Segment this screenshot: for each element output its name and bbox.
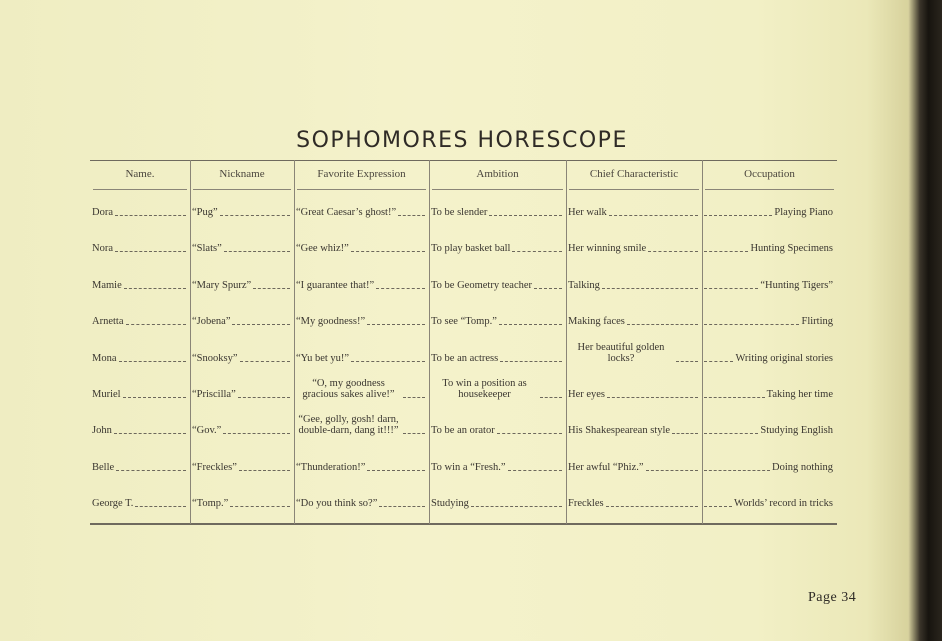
- cell-ambition: [431, 316, 562, 327]
- cell-expression: [296, 353, 425, 364]
- cell-text: Dora: [92, 207, 113, 218]
- cell-expression: [296, 403, 425, 436]
- cell-name: [92, 389, 186, 400]
- column-divider: [429, 160, 430, 524]
- leader-dots: [648, 250, 698, 252]
- leader-dots: [367, 323, 425, 325]
- cell-name: [92, 462, 186, 473]
- table-bottom-rule: [90, 523, 837, 525]
- cell-ambition: [431, 498, 562, 509]
- cell-occupation: [704, 425, 833, 436]
- cell-text: Doing nothing: [772, 461, 833, 473]
- cell-ambition: [431, 243, 562, 254]
- cell-expression: [296, 207, 425, 218]
- column-header-expression: Favorite Expression: [317, 168, 406, 180]
- cell-ambition: [431, 425, 562, 436]
- leader-dots: [606, 505, 698, 507]
- cell-text: George T.: [92, 498, 134, 510]
- leader-dots: [238, 396, 290, 398]
- cell-text: To win a “Fresh.”: [431, 461, 506, 473]
- cell-text: Her winning smile: [568, 243, 647, 255]
- cell-text: Making faces: [568, 316, 625, 328]
- cell-expression: [296, 462, 425, 473]
- cell-occupation: [704, 389, 833, 400]
- cell-expression: [296, 280, 425, 291]
- leader-dots: [379, 505, 425, 507]
- leader-dots: [240, 360, 291, 362]
- cell-ambition: [431, 378, 562, 400]
- cell-text: Writing original stories: [735, 352, 833, 364]
- cell-expression: [296, 498, 425, 509]
- cell-name: [92, 243, 186, 254]
- leader-dots: [135, 505, 186, 507]
- horoscope-table: [90, 160, 837, 524]
- cell-nickname: [192, 498, 290, 509]
- leader-dots: [351, 360, 425, 362]
- cell-ambition: [431, 280, 562, 291]
- leader-dots: [114, 432, 186, 434]
- leader-dots: [126, 323, 187, 325]
- page-title: SOPHOMORES HORESCOPE: [296, 128, 628, 153]
- leader-dots: [512, 250, 562, 252]
- cell-text: Her awful “Phiz.”: [568, 461, 644, 473]
- cell-ambition: [431, 353, 562, 364]
- cell-nickname: [192, 353, 290, 364]
- cell-text: “Gee, golly, gosh! darn, double-darn, dang it!!!”: [298, 414, 399, 437]
- cell-text: Nora: [92, 243, 113, 255]
- leader-dots: [253, 287, 290, 289]
- cell-text: “Tomp.”: [192, 498, 229, 510]
- leader-dots: [704, 323, 799, 325]
- cell-text: To be Geometry teacher: [431, 279, 533, 291]
- cell-text: To be slender: [431, 207, 488, 218]
- cell-occupation: [704, 243, 833, 254]
- leader-dots: [602, 287, 698, 289]
- cell-characteristic: [568, 243, 698, 254]
- cell-characteristic: [568, 498, 698, 509]
- leader-dots: [704, 287, 758, 289]
- cell-text: “Mary Spurz”: [192, 279, 252, 291]
- column-divider: [190, 160, 191, 524]
- cell-text: “Pug”: [192, 207, 218, 218]
- leader-dots: [704, 360, 733, 362]
- book-spine-shadow: [908, 0, 942, 641]
- leader-dots: [230, 505, 290, 507]
- cell-characteristic: [568, 342, 698, 364]
- leader-dots: [676, 360, 698, 362]
- cell-text: “Slats”: [192, 243, 222, 255]
- cell-nickname: [192, 243, 290, 254]
- cell-characteristic: [568, 316, 698, 327]
- cell-text: Mamie: [92, 279, 122, 291]
- cell-name: [92, 425, 186, 436]
- cell-text: Flirting: [801, 316, 833, 328]
- cell-text: Taking her time: [766, 389, 833, 400]
- leader-dots: [239, 469, 290, 471]
- cell-name: [92, 498, 186, 509]
- leader-dots: [124, 287, 186, 289]
- cell-text: Her walk: [568, 207, 607, 218]
- cell-text: Studying: [431, 498, 469, 510]
- leader-dots: [704, 214, 772, 216]
- leader-dots: [376, 287, 425, 289]
- cell-nickname: [192, 280, 290, 291]
- column-header-characteristic: Chief Characteristic: [589, 168, 679, 180]
- cell-text: “I guarantee that!”: [296, 279, 375, 291]
- cell-text: “Gee whiz!”: [296, 243, 349, 255]
- header-underline: [297, 189, 426, 190]
- cell-text: Studying English: [760, 425, 833, 437]
- leader-dots: [403, 396, 425, 398]
- column-header-ambition: Ambition: [476, 168, 519, 180]
- cell-text: “Yu bet yu!”: [296, 352, 350, 364]
- cell-text: “Gov.”: [192, 425, 222, 437]
- leader-dots: [403, 432, 425, 434]
- cell-nickname: [192, 462, 290, 473]
- cell-characteristic: [568, 414, 698, 436]
- cell-expression: [296, 243, 425, 254]
- cell-text: “My goodness!”: [296, 316, 366, 328]
- leader-dots: [607, 396, 698, 398]
- cell-nickname: [192, 207, 290, 218]
- cell-name: [92, 353, 186, 364]
- cell-occupation: [704, 498, 833, 509]
- leader-dots: [499, 323, 562, 325]
- cell-text: To be an actress: [431, 352, 499, 364]
- header-underline: [432, 189, 563, 190]
- leader-dots: [471, 505, 562, 507]
- leader-dots: [508, 469, 563, 471]
- leader-dots: [489, 214, 562, 216]
- cell-text: “Freckles”: [192, 461, 237, 473]
- leader-dots: [398, 214, 425, 216]
- cell-text: His Shakespearean style: [568, 425, 671, 437]
- cell-expression: [296, 316, 425, 327]
- cell-text: John: [92, 425, 112, 437]
- cell-text: “Jobena”: [192, 316, 231, 328]
- leader-dots: [123, 396, 186, 398]
- cell-text: Her beautiful golden locks?: [577, 341, 665, 364]
- leader-dots: [704, 396, 765, 398]
- header-underline: [193, 189, 291, 190]
- leader-dots: [704, 469, 770, 471]
- column-header-name: Name.: [125, 168, 155, 180]
- leader-dots: [224, 250, 290, 252]
- cell-occupation: [704, 462, 833, 473]
- leader-dots: [223, 432, 290, 434]
- cell-name: [92, 207, 186, 218]
- cell-occupation: [704, 280, 833, 291]
- cell-text: To be an orator: [431, 425, 495, 437]
- cell-ambition: [431, 207, 562, 218]
- cell-name: [92, 280, 186, 291]
- cell-text: Arnetta: [92, 316, 124, 328]
- header-underline: [93, 189, 187, 190]
- table-top-rule: [90, 160, 837, 161]
- cell-text: Muriel: [92, 389, 121, 400]
- cell-ambition: [431, 462, 562, 473]
- cell-characteristic: [568, 389, 698, 400]
- leader-dots: [115, 250, 186, 252]
- leader-dots: [704, 432, 758, 434]
- leader-dots: [497, 432, 562, 434]
- cell-occupation: [704, 207, 833, 218]
- leader-dots: [500, 360, 562, 362]
- column-header-occupation: Occupation: [744, 168, 795, 180]
- cell-text: Freckles: [568, 498, 604, 510]
- leader-dots: [672, 432, 698, 434]
- cell-text: “O, my goodness gracious sakes alive!”: [302, 378, 395, 400]
- cell-nickname: [192, 316, 290, 327]
- cell-text: “Thunderation!”: [296, 461, 366, 473]
- leader-dots: [115, 214, 186, 216]
- cell-text: “Great Caesar’s ghost!”: [296, 207, 397, 218]
- cell-text: To see “Tomp.”: [431, 316, 497, 328]
- cell-occupation: [704, 316, 833, 327]
- cell-text: “Hunting Tigers”: [760, 279, 833, 291]
- cell-text: Playing Piano: [774, 207, 833, 218]
- cell-text: Her eyes: [568, 389, 606, 400]
- leader-dots: [116, 469, 186, 471]
- leader-dots: [540, 396, 562, 398]
- cell-characteristic: [568, 462, 698, 473]
- cell-text: “Snooksy”: [192, 352, 238, 364]
- leader-dots: [704, 505, 732, 507]
- leader-dots: [704, 250, 748, 252]
- cell-text: Talking: [568, 279, 600, 291]
- column-divider: [702, 160, 703, 524]
- cell-nickname: [192, 389, 290, 400]
- leader-dots: [220, 214, 290, 216]
- leader-dots: [609, 214, 698, 216]
- cell-characteristic: [568, 280, 698, 291]
- leader-dots: [367, 469, 425, 471]
- cell-text: Hunting Specimens: [750, 243, 833, 255]
- page-number: Page 34: [808, 590, 857, 605]
- column-divider: [294, 160, 295, 524]
- cell-expression: [296, 378, 425, 400]
- cell-characteristic: [568, 207, 698, 218]
- cell-text: “Priscilla”: [192, 389, 236, 400]
- leader-dots: [119, 360, 187, 362]
- cell-occupation: [704, 353, 833, 364]
- header-underline: [705, 189, 834, 190]
- cell-nickname: [192, 425, 290, 436]
- leader-dots: [646, 469, 698, 471]
- leader-dots: [351, 250, 425, 252]
- cell-text: Belle: [92, 461, 115, 473]
- column-header-nickname: Nickname: [219, 168, 265, 180]
- cell-text: To win a position as housekeeper: [442, 378, 527, 400]
- leader-dots: [232, 323, 290, 325]
- cell-text: “Do you think so?”: [296, 498, 378, 510]
- cell-name: [92, 316, 186, 327]
- column-divider: [566, 160, 567, 524]
- cell-text: Worlds’ record in tricks: [734, 498, 833, 510]
- cell-text: Mona: [92, 352, 117, 364]
- cell-text: To play basket ball: [431, 243, 511, 255]
- leader-dots: [534, 287, 562, 289]
- leader-dots: [627, 323, 698, 325]
- header-underline: [569, 189, 699, 190]
